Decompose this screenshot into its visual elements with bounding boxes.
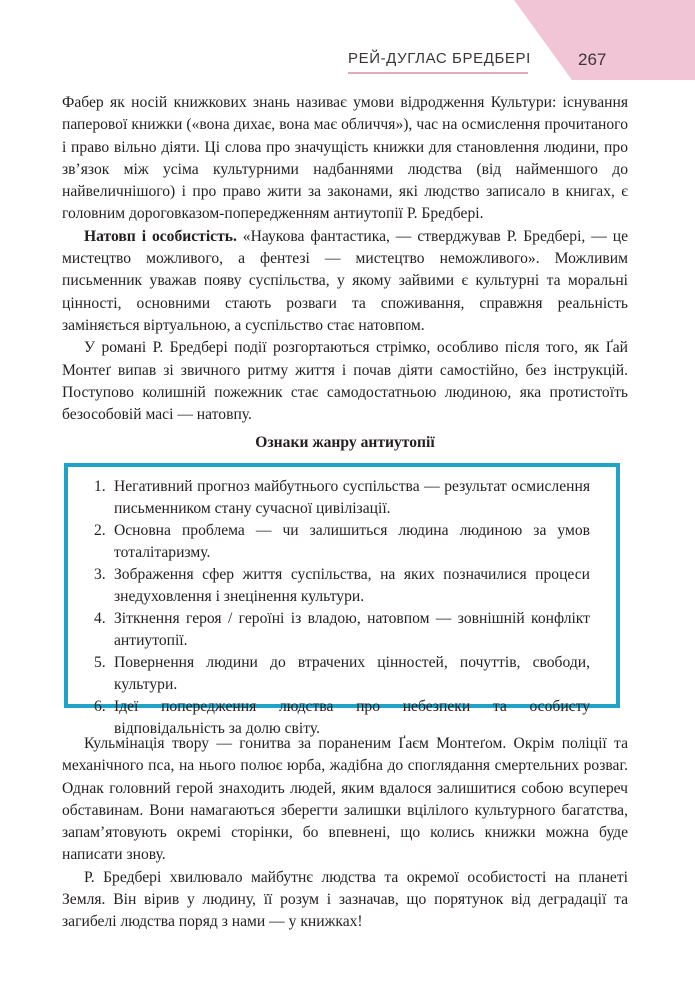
running-header-title: РЕЙ-ДУГЛАС БРЕДБЕРІ <box>348 50 531 67</box>
feature-number: 6. <box>94 698 106 715</box>
header-underline <box>348 72 528 74</box>
feature-number: 3. <box>94 566 106 583</box>
feature-item <box>94 564 590 608</box>
final-paragraph: Р. Бредбері хвилювало майбутнє людства та окремої особистості на планеті Земля. Він вірив у людину, її розум і зазначав, що порятунок від деградації та загибелі людства поряд з нами — у книжках! <box>62 868 628 931</box>
features-list <box>94 476 590 740</box>
feature-item <box>94 476 590 520</box>
feature-number: 1. <box>94 478 106 495</box>
feature-text: Зображення сфер життя суспільства, на яких позначилися процеси знедуховлення і знецінення культури. <box>114 566 590 605</box>
novel-paragraph: У романі Р. Бредбері події розгортаються стрімко, особливо після того, як Ґай Монтеґ випав зі звичного ритму життя і почав діяти самостійно, без інструкцій. Поступово колишній пожежник стає самодостатньою людиною, яка протистоїть безособовій масі — натовпу. <box>62 339 628 424</box>
feature-text: Зіткнення героя / героїні із владою, натовпом — зовнішній конфлікт антиутопії. <box>114 610 590 649</box>
feature-number: 4. <box>94 610 106 627</box>
features-box <box>64 463 620 737</box>
feature-text: Негативний прогноз майбутнього суспільства — результат осмислення письменником стану сучасної цивілізації. <box>114 478 590 517</box>
page-number: 267 <box>578 50 607 69</box>
feature-number: 2. <box>94 522 106 539</box>
climax-paragraph: Кульмінація твору — гонитва за пораненим Ґаєм Монтеґом. Окрім поліції та механічного пса, на нього полює юрба, жадібна до споглядання смертельних розваг. Однак головний герой знаходить людей, яким вдалося залишитися собою всупереч обставинам. Вони намагаються зберегти залишки вцілілого культурного багатства, запам’ятовують окремі сторінки, бо впевнені, що колись книжки можна буде написати знову. <box>62 735 628 864</box>
crowd-text: «Наукова фантастика, — стверджував Р. Бредбері, — це мистецтво можливого, а фентезі — мистецтво неможливого». Можливим письменник уважав появу суспільства, у якому зайвими є культурні та моральні цінності, основними стають розваги та споживання, справжня реальність заміняється віртуальною, а суспільство стає натовпом. <box>62 227 628 334</box>
main-text-bottom <box>62 733 628 934</box>
feature-text: Ідеї попередження людства про небезпеки та особисту відповідальність за долю світу. <box>114 698 590 737</box>
feature-item <box>94 608 590 652</box>
intro-paragraph: Фабер як носій книжкових знань називає умови відродження Культури: існування паперової книжки («вона дихає, вона має обличчя»), час на осмислення прочитаного і право вільно діяти. Ці слова про значущість книжки для становлення людини, про зв’язок між усіма культурними надбаннями людства (від найменшого до найвеличнішого) і про право жити за законами, які людство записало в книгах, є головним дороговказом-попередженням антиутопії Р. Бредбері. <box>62 94 628 223</box>
feature-item <box>94 520 590 564</box>
feature-item <box>94 652 590 696</box>
main-text-top <box>62 92 628 426</box>
features-box-title: Ознаки жанру антиутопії <box>255 434 435 451</box>
feature-number: 5. <box>94 654 106 671</box>
crowd-heading: Натовп і особистість. <box>84 227 237 245</box>
feature-text: Повернення людини до втрачених цінностей, почуттів, свободи, культури. <box>114 654 590 693</box>
feature-text: Основна проблема — чи залишиться людина людиною за умов тоталітаризму. <box>114 522 590 561</box>
crowd-paragraph <box>62 226 628 337</box>
